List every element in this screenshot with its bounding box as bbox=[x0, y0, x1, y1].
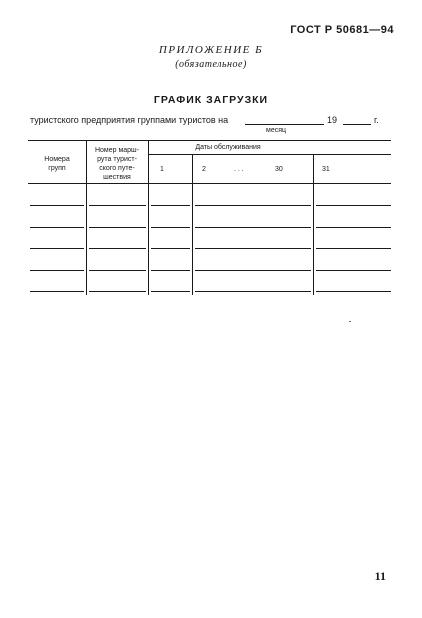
table-row-line bbox=[195, 227, 311, 228]
table-row-line bbox=[195, 248, 311, 249]
date-30-label: 30 bbox=[275, 166, 283, 173]
table-row-line bbox=[30, 248, 84, 249]
table-row-line bbox=[151, 291, 190, 292]
date-31-label: 31 bbox=[322, 166, 330, 173]
table-row-line bbox=[151, 205, 190, 206]
table-header-bottom bbox=[28, 183, 391, 184]
month-blank-line bbox=[245, 124, 324, 125]
table-row-line bbox=[30, 227, 84, 228]
col-route-number-header: Номер марш- рута турист- ского путе- шествия bbox=[94, 147, 140, 181]
dates-header-divider bbox=[148, 154, 391, 155]
table-row-line bbox=[89, 248, 146, 249]
date-ellipsis: . . . bbox=[234, 166, 244, 173]
table-row-line bbox=[316, 291, 391, 292]
document-subtitle: туристского предприятия группами туристов на bbox=[30, 115, 229, 125]
year-blank-line bbox=[343, 124, 371, 125]
year-suffix: г. bbox=[374, 115, 379, 125]
table-row-line bbox=[30, 270, 84, 271]
table-row-line bbox=[195, 205, 311, 206]
date-1-label: 1 bbox=[160, 166, 164, 173]
table-row-line bbox=[151, 248, 190, 249]
table-row-line bbox=[89, 227, 146, 228]
standard-code: ГОСТ Р 50681—94 bbox=[290, 24, 394, 36]
table-row-line bbox=[316, 227, 391, 228]
table-row-line bbox=[151, 270, 190, 271]
table-row-line bbox=[89, 291, 146, 292]
document-title: ГРАФИК ЗАГРУЗКИ bbox=[153, 94, 269, 106]
col-divider-3 bbox=[192, 154, 193, 295]
table-row-line bbox=[89, 205, 146, 206]
year-prefix: 19 bbox=[327, 115, 338, 125]
page-number: 11 bbox=[374, 569, 386, 583]
table-row-line bbox=[316, 205, 391, 206]
table-row-line bbox=[151, 227, 190, 228]
table-row-line bbox=[316, 248, 391, 249]
dates-header: Даты обслуживания bbox=[195, 144, 261, 151]
date-2-label: 2 bbox=[202, 166, 206, 173]
col-divider-2 bbox=[148, 140, 149, 295]
table-top-border bbox=[28, 140, 391, 141]
appendix-note: (обязательное) bbox=[175, 59, 247, 70]
table-row-line bbox=[316, 270, 391, 271]
table-row-line bbox=[89, 270, 146, 271]
table-row-line bbox=[30, 205, 84, 206]
appendix-title: ПРИЛОЖЕНИЕ Б bbox=[158, 44, 264, 56]
stray-mark bbox=[349, 321, 351, 322]
table-row-line bbox=[30, 291, 84, 292]
table-row-line bbox=[195, 291, 311, 292]
month-caption: месяц bbox=[266, 127, 287, 134]
col-divider-4 bbox=[313, 154, 314, 295]
table-row-line bbox=[195, 270, 311, 271]
col-group-number-header: Номера групп bbox=[44, 156, 70, 172]
